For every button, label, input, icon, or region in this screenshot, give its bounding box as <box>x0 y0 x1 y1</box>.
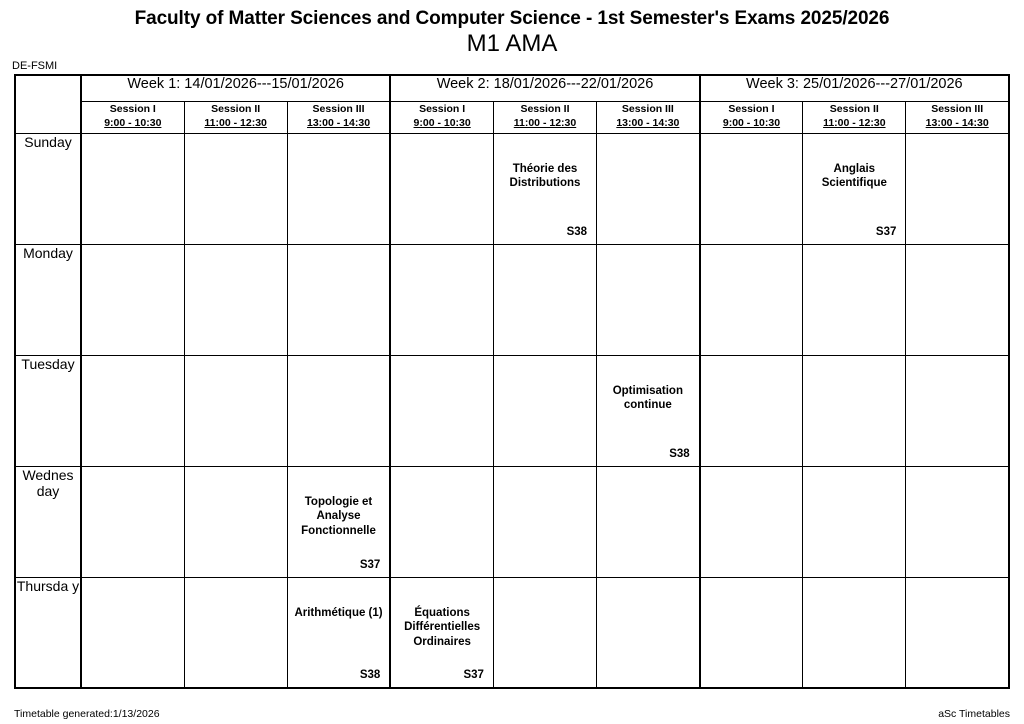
day-label-wednesday: Wednes day <box>15 466 81 577</box>
exam-slot-r0c2[interactable] <box>287 133 390 244</box>
day-label-monday: Monday <box>15 244 81 355</box>
exam-slot-r2c4[interactable] <box>493 355 596 466</box>
exam-slot-r3c2[interactable] <box>287 466 390 577</box>
session-time: 13:00 - 14:30 <box>616 117 680 130</box>
exam-slot-r2c8[interactable] <box>906 355 1009 466</box>
session-name: Session III <box>931 102 984 115</box>
product-label: aSc Timetables <box>938 708 1010 720</box>
page-title: Faculty of Matter Sciences and Computer Science - 1st Semester's Exams 2025/2026 <box>134 8 890 29</box>
session-time: 9:00 - 10:30 <box>413 117 471 130</box>
session-time: 11:00 - 12:30 <box>513 117 577 130</box>
exam-slot-r4c2[interactable] <box>287 577 390 688</box>
day-label-sunday: Sunday <box>15 133 81 244</box>
week-header-3: Week 3: 25/01/2026---27/01/2026 <box>700 75 1009 101</box>
exam-slot-r1c6[interactable] <box>700 244 803 355</box>
exam-slot-r1c7[interactable] <box>803 244 906 355</box>
exam-slot-r0c5[interactable] <box>597 133 700 244</box>
session-time: 13:00 - 14:30 <box>925 117 989 130</box>
exam-room: S38 <box>566 225 588 238</box>
exam-slot-r0c1[interactable] <box>184 133 287 244</box>
exam-slot-r2c2[interactable] <box>287 355 390 466</box>
exam-subject: Théorie des Distributions <box>509 162 581 190</box>
exam-subject: Arithmétique (1) <box>294 606 383 619</box>
exam-slot-r3c3[interactable] <box>390 466 493 577</box>
session-header-6 <box>597 101 700 133</box>
week-header-2: Week 2: 18/01/2026---22/01/2026 <box>390 75 699 101</box>
exam-room: S37 <box>875 225 897 238</box>
exam-slot-r0c7[interactable] <box>803 133 906 244</box>
session-name: Session I <box>728 102 775 115</box>
exam-room: S37 <box>463 669 484 682</box>
exam-timetable <box>14 74 1010 689</box>
exam-slot-r2c7[interactable] <box>803 355 906 466</box>
exam-slot-r3c8[interactable] <box>906 466 1009 577</box>
exam-slot-r4c1[interactable] <box>184 577 287 688</box>
exam-subject: Topologie et Analyse Fonctionnelle <box>301 495 376 537</box>
exam-slot-r3c5[interactable] <box>597 466 700 577</box>
session-header-7 <box>700 101 803 133</box>
exam-slot-r1c4[interactable] <box>493 244 596 355</box>
exam-slot-r1c3[interactable] <box>390 244 493 355</box>
day-label-tuesday: Tuesday <box>15 355 81 466</box>
exam-slot-r2c6[interactable] <box>700 355 803 466</box>
table-row <box>15 244 1009 355</box>
exam-subject: Optimisation continue <box>612 384 683 412</box>
exam-slot-r4c4[interactable] <box>493 577 596 688</box>
session-time: 13:00 - 14:30 <box>307 117 371 130</box>
session-header-5 <box>493 101 596 133</box>
session-header-8 <box>803 101 906 133</box>
exam-room: S38 <box>359 669 381 682</box>
session-header-4 <box>390 101 493 133</box>
session-header-1 <box>81 101 184 133</box>
table-corner-cell <box>15 75 81 133</box>
department-label: DE-FSMI <box>12 60 58 73</box>
session-name: Session I <box>109 102 156 115</box>
session-name: Session II <box>829 102 879 115</box>
session-time: 9:00 - 10:30 <box>722 117 781 130</box>
exam-slot-r1c8[interactable] <box>906 244 1009 355</box>
session-name: Session II <box>520 102 570 115</box>
exam-subject: Anglais Scientifique <box>821 162 887 190</box>
table-row <box>15 577 1009 688</box>
exam-slot-r2c1[interactable] <box>184 355 287 466</box>
day-label-thursday: Thursda y <box>15 577 81 688</box>
exam-slot-r3c0[interactable] <box>81 466 184 577</box>
exam-slot-r2c0[interactable] <box>81 355 184 466</box>
exam-slot-r4c7[interactable] <box>803 577 906 688</box>
exam-slot-r2c3[interactable] <box>390 355 493 466</box>
table-row <box>15 466 1009 577</box>
session-header-3 <box>287 101 390 133</box>
session-time: 11:00 - 12:30 <box>204 117 267 130</box>
exam-slot-r3c7[interactable] <box>803 466 906 577</box>
exam-slot-r0c4[interactable] <box>493 133 596 244</box>
exam-subject: Équations Différentielles Ordinaires <box>404 606 481 648</box>
exam-slot-r4c0[interactable] <box>81 577 184 688</box>
exam-slot-r1c2[interactable] <box>287 244 390 355</box>
exam-slot-r4c3[interactable] <box>390 577 493 688</box>
exam-slot-r3c6[interactable] <box>700 466 803 577</box>
session-name: Session III <box>312 102 365 115</box>
exam-slot-r1c0[interactable] <box>81 244 184 355</box>
session-time: 9:00 - 10:30 <box>104 117 162 130</box>
exam-slot-r2c5[interactable] <box>597 355 700 466</box>
exam-slot-r1c1[interactable] <box>184 244 287 355</box>
session-name: Session II <box>211 102 261 115</box>
session-header-row <box>15 101 1009 133</box>
exam-room: S37 <box>359 558 381 571</box>
exam-slot-r3c4[interactable] <box>493 466 596 577</box>
session-name: Session I <box>419 102 466 115</box>
exam-slot-r4c5[interactable] <box>597 577 700 688</box>
footer <box>0 708 1024 720</box>
generated-label: Timetable generated:1/13/2026 <box>14 708 160 720</box>
exam-slot-r3c1[interactable] <box>184 466 287 577</box>
session-header-9 <box>906 101 1009 133</box>
exam-slot-r4c6[interactable] <box>700 577 803 688</box>
exam-room: S38 <box>669 447 690 460</box>
exam-slot-r1c5[interactable] <box>597 244 700 355</box>
week-header-1: Week 1: 14/01/2026---15/01/2026 <box>81 75 390 101</box>
session-name: Session III <box>621 102 674 115</box>
session-time: 11:00 - 12:30 <box>823 117 886 130</box>
page-subtitle: M1 AMA <box>466 30 558 57</box>
exam-slot-r0c8[interactable] <box>906 133 1009 244</box>
exam-slot-r0c3[interactable] <box>390 133 493 244</box>
exam-slot-r4c8[interactable] <box>906 577 1009 688</box>
exam-slot-r0c0[interactable] <box>81 133 184 244</box>
session-header-2 <box>184 101 287 133</box>
exam-slot-r0c6[interactable] <box>700 133 803 244</box>
table-row <box>15 133 1009 244</box>
week-header-row <box>15 75 1009 101</box>
table-row <box>15 355 1009 466</box>
